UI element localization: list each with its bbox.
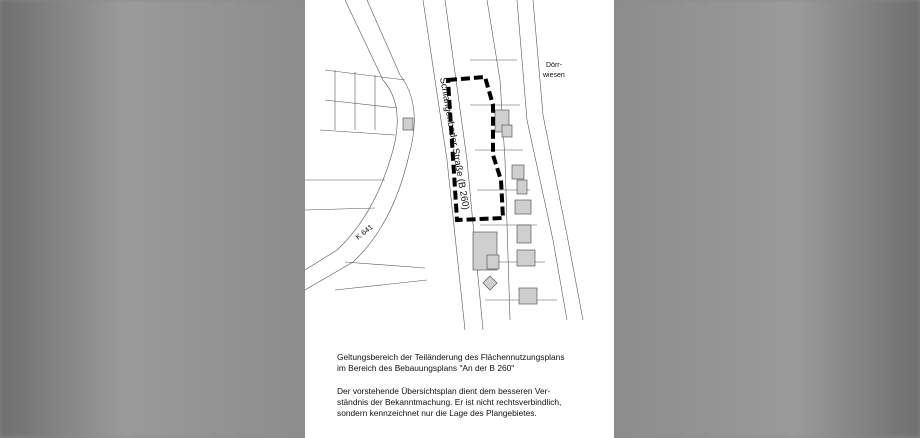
building [515,200,531,214]
parcel-divider [487,0,510,320]
road-k641-outer [305,0,397,270]
building [483,276,497,290]
caption-title [337,352,587,374]
building [517,180,527,194]
building [487,255,499,269]
caption-note-line: ständnis der Bekanntmachung. Er ist nicht rechtsverbindlich, [337,397,562,407]
side-street-edge [517,0,567,320]
building [512,165,524,179]
side-street-edge-2 [533,0,583,320]
caption-note-line: Der vorstehende Übersichtsplan dient dem besseren Ver- [337,386,551,396]
caption-title-line: Geltungsbereich der Teiländerung des Flächennutzungsplans [337,352,565,362]
caption-title-line: im Bereich des Bebauungsplans "An der B 260" [337,363,515,373]
building [403,118,413,130]
district-label-line1: Dörr- [546,62,562,69]
road-b260-label: Schlangenbader Straße (B 260) [437,76,472,211]
caption-note-line: sondern kennzeichnet nur die Lage des Plangebietes. [337,408,537,418]
district-label-line2: wiesen [543,72,565,79]
building [517,250,535,266]
building [519,288,537,304]
building [517,225,531,243]
blurred-background-right [610,0,920,438]
blurred-background-left [0,0,310,438]
document-page [305,0,614,438]
caption-note [337,386,587,419]
building [502,125,512,137]
parcel-lines-left-vertical [335,70,375,130]
road-k641-label: K 641 [353,222,375,242]
site-plan-map [305,0,614,340]
lower-road [335,262,427,290]
road-k641-inner [305,0,414,290]
